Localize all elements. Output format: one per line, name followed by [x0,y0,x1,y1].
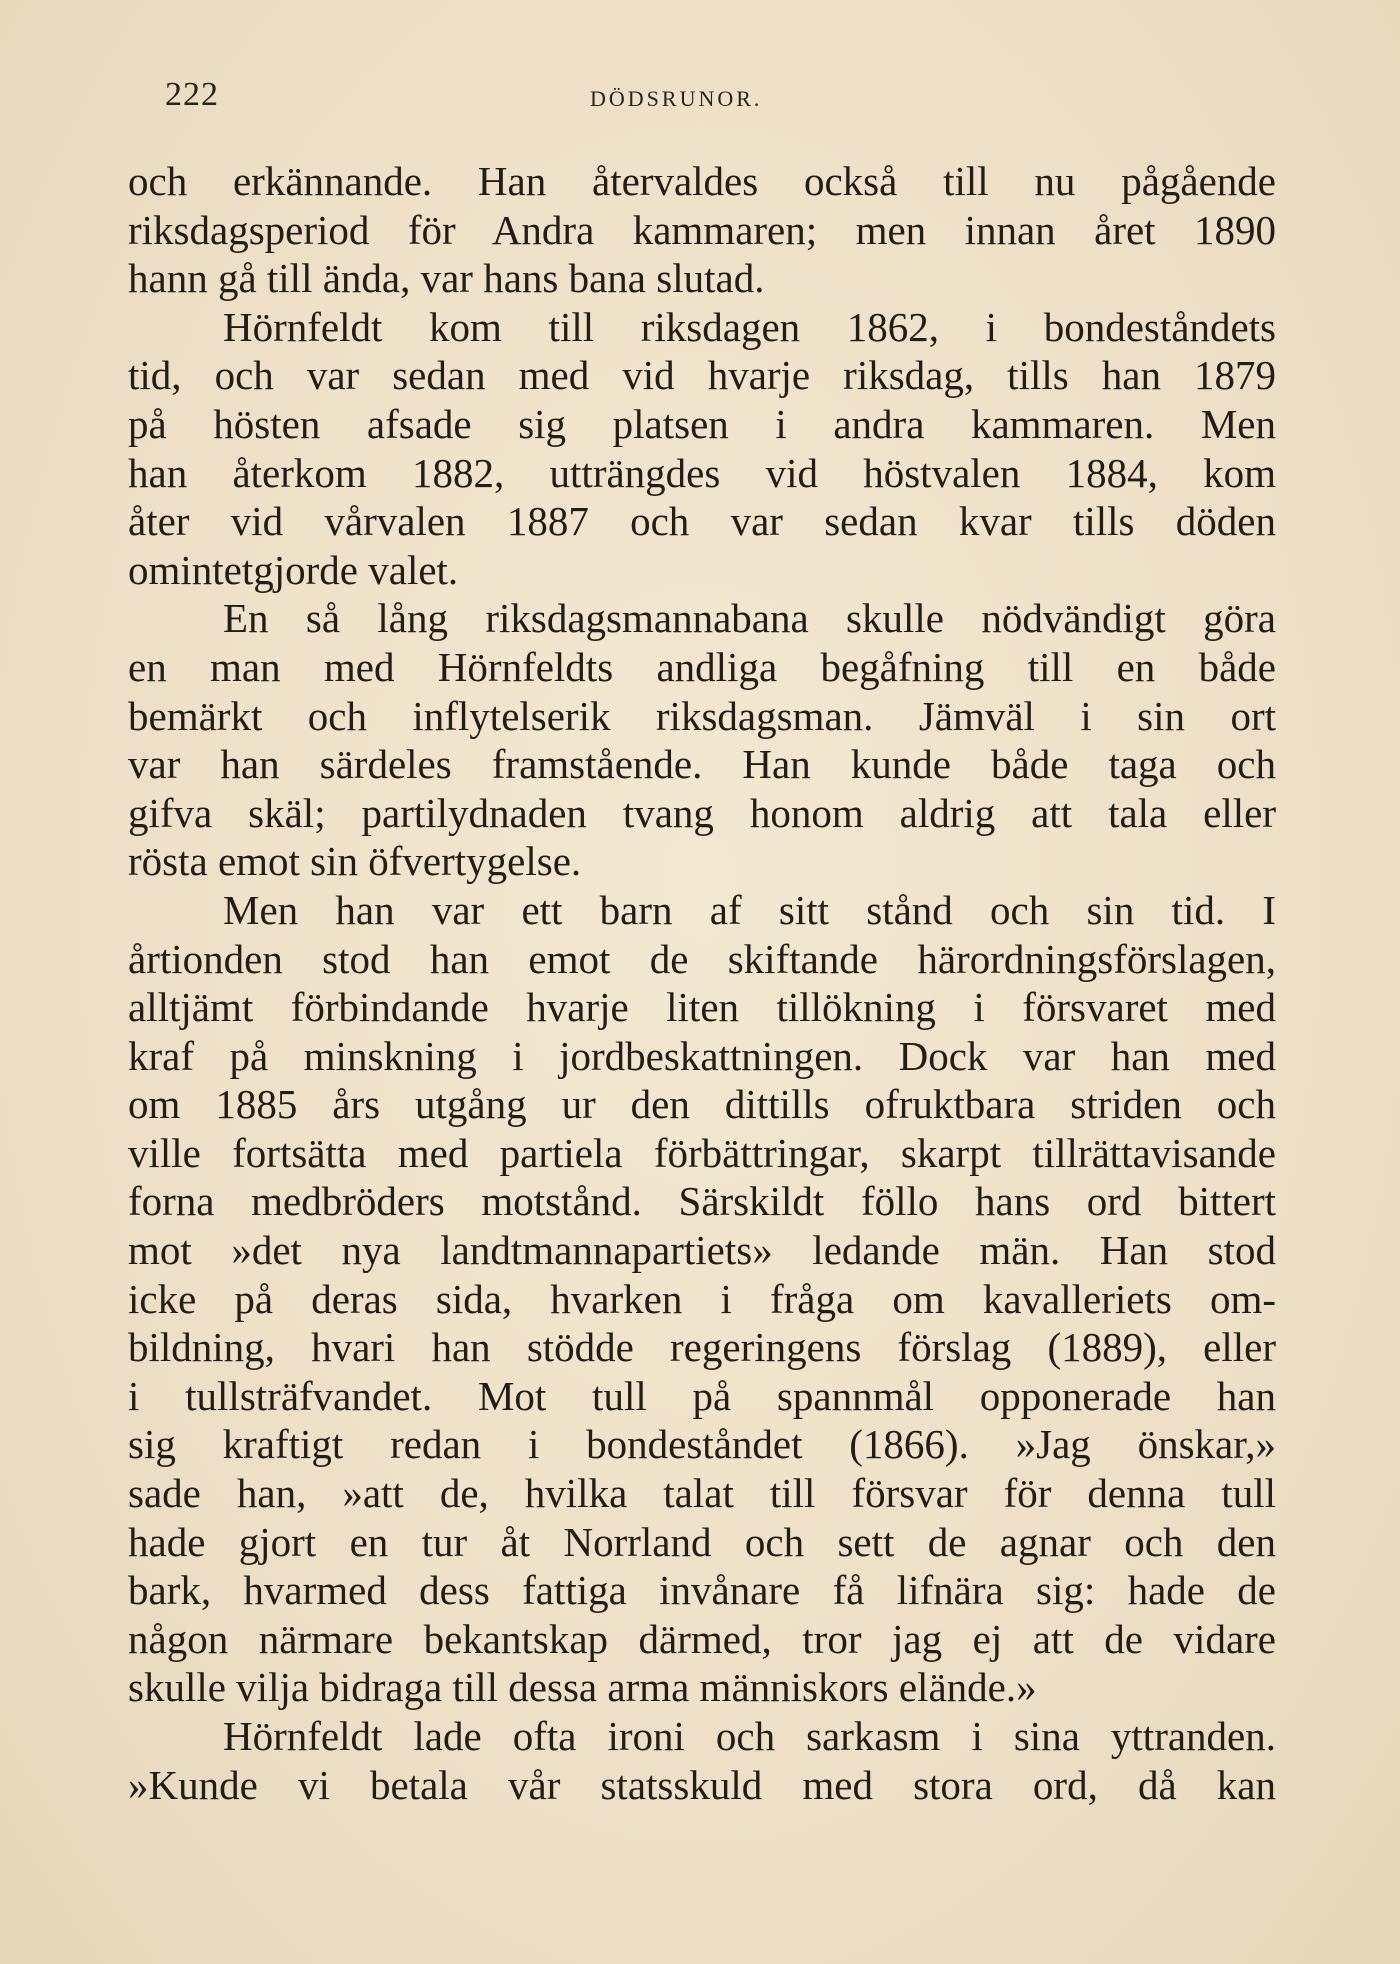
text-line: Hörnfeldt lade ofta ironi och sarkasm i sina yttranden. [223,1713,1276,1759]
text-line: icke på deras sida, hvarken i fråga om kavalleriets om- [128,1275,1276,1322]
text-line: gifva skäl; partilydnaden tvang honom aldrig att tala eller [128,789,1276,836]
text-line: forna medbröders motstånd. Särskildt föllo hans ord bittert [128,1178,1276,1225]
text-line: riksdagsperiod för Andra kammaren; men innan året 1890 [128,206,1276,253]
text-line: rösta emot sin öfvertygelse. [128,838,582,885]
text-line: ville fortsätta med partiela förbättringar, skarpt tillrättavisande [128,1129,1276,1176]
text-line: han återkom 1882, utträngdes vid höstvalen 1884, kom [128,449,1276,496]
text-line: mot »det nya landtmannapartiets» ledande män. Han stod [128,1227,1276,1274]
text-line: någon närmare bekantskap därmed, tror jag ej att de vidare [128,1615,1276,1662]
text-line: »Kunde vi betala vår statsskuld med stora ord, då kan [128,1761,1276,1808]
running-head [165,76,1275,116]
page-number: 222 [165,76,219,113]
text-line: Hörnfeldt kom till riksdagen 1862, i bondeståndets [223,303,1276,350]
text-line: i tullsträfvandet. Mot tull på spannmål opponerade han [128,1372,1276,1419]
text-line: alltjämt förbindande hvarje liten tillökning i försvaret med [128,984,1276,1031]
text-line: hann gå till ända, var hans bana slutad. [128,255,765,302]
text-line: var han särdeles framstående. Han kunde både taga och [128,741,1276,788]
text-line: sade han, »att de, hvilka talat till försvar för denna tull [128,1470,1276,1517]
text-line: om 1885 års utgång ur den dittills ofruktbara striden och [128,1081,1276,1128]
text-line: tid, och var sedan med vid hvarje riksdag, tills han 1879 [128,352,1276,399]
text-line: på hösten afsade sig platsen i andra kammaren. Men [128,400,1276,447]
text-line: bemärkt och inflytelserik riksdagsman. Jämväl i sin ort [128,692,1276,739]
text-line: sig kraftigt redan i bondeståndet (1866). »Jag önskar,» [128,1421,1276,1468]
text-line: kraf på minskning i jordbeskattningen. Dock var han med [128,1032,1276,1079]
text-line: och erkännande. Han återvaldes också till nu pågående [128,158,1276,204]
text-line: Men han var ett barn af sitt stånd och sin tid. I [223,886,1276,933]
text-line: omintetgjorde valet. [128,546,459,593]
body-text [128,157,1276,1809]
text-line: hade gjort en tur åt Norrland och sett de agnar och den [128,1518,1276,1565]
text-line: en man med Hörnfeldts andliga begåfning till en både [128,643,1276,690]
text-line: bark, hvarmed dess fattiga invånare få lifnära sig: hade de [128,1567,1276,1614]
text-line: En så lång riksdagsmannabana skulle nödvändigt göra [223,595,1276,642]
text-line: skulle vilja bidraga till dessa arma människors elände.» [128,1664,1037,1711]
text-line: bildning, hvari han stödde regeringens förslag (1889), eller [128,1324,1276,1371]
text-line: årtionden stod han emot de skiftande härordningsförslagen, [128,935,1276,982]
running-title: DÖDSRUNOR. [590,86,763,111]
text-line: åter vid vårvalen 1887 och var sedan kvar tills döden [128,498,1276,545]
